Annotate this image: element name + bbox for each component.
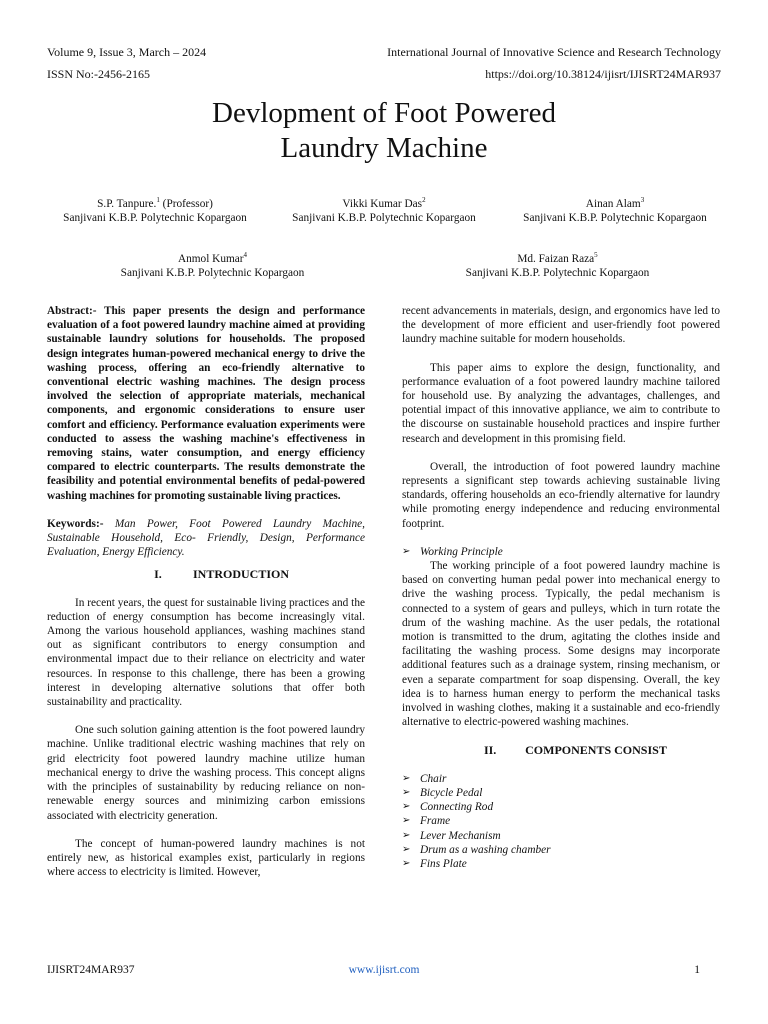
author-affiliation: Sanjivani K.B.P. Polytechnic Kopargaon: [523, 212, 707, 225]
keywords-text: Man Power, Foot Powered Laundry Machine, Sustainable Household, Eco- Friendly, Design, Performance Evaluation, Energy Efficiency.: [47, 517, 365, 559]
keywords: [47, 517, 365, 560]
issn: ISSN No:-2456-2165: [47, 67, 151, 81]
components-list: [402, 772, 720, 871]
component-label: Fins Plate: [420, 857, 467, 870]
intro-paragraph-6: Overall, the introduction of foot powered laundry machine represents a significant step towards achieving sustainable living standards, offering households an eco-friendly alternative for laundry while promoting energy independence and reducing environmental footprint.: [402, 460, 720, 530]
author-2: [268, 193, 500, 226]
abstract: Abstract:- This paper presents the design and performance evaluation of a foot powered laundry machine aimed at providing sustainable laundry solutions for households. The proposed design integrates human-powered mechanical energy to drive the washing process, offering an eco-friendly alternative to conventional electric washing machines. The design process involved the selection of appropriate materials, mechanical components, and ergonomic considerations to ensure user comfort and efficiency. Performance evaluation experiments were conducted to assess the washing machine's effectiveness in removing stains, water consumption, and energy efficiency compared to electric counterparts. The results demonstrate the feasibility and potential environmental benefits of pedal-powered washing machines for promoting sustainable living practices.: [47, 305, 365, 502]
author-sup: 3: [640, 196, 645, 204]
arrow-bullet-icon: ➢: [402, 786, 411, 798]
title-line-2: Laundry Machine: [280, 132, 488, 164]
journal-name: International Journal of Innovative Science and Research Technology: [387, 45, 721, 59]
working-principle-heading-list: [402, 545, 720, 559]
intro-paragraph-1: In recent years, the quest for sustainable living practices and the reduction of energy consumption has become increasingly vital. Among the various household appliances, washing machines stand out as significant contributors to energy consumption and environmental impact due to their reliance on electricity and water resources. In response to this challenge, there has been a growing interest in developing alternative solutions that offer both sustainability and practicality.: [47, 596, 365, 709]
arrow-bullet-icon: ➢: [402, 843, 411, 855]
author-affiliation: Sanjivani K.B.P. Polytechnic Kopargaon: [465, 267, 650, 280]
author-name: Ainan Alam: [585, 197, 641, 210]
footer-id: IJISRT24MAR937: [47, 964, 135, 976]
section-title: COMPONENTS CONSIST: [525, 743, 667, 758]
component-label: Connecting Rod: [420, 801, 494, 814]
list-item: [402, 786, 720, 800]
page-number: 1: [694, 964, 700, 976]
arrow-bullet-icon: ➢: [402, 801, 411, 813]
component-label: Chair: [420, 772, 447, 785]
author-name: Vikki Kumar Das: [342, 197, 423, 210]
author-name: Anmol Kumar: [177, 252, 244, 265]
paper-title: [0, 96, 768, 166]
component-label: Frame: [420, 815, 451, 828]
section-title: INTRODUCTION: [192, 567, 289, 582]
arrow-bullet-icon: ➢: [402, 772, 411, 784]
arrow-bullet-icon: ➢: [402, 829, 411, 841]
author-4: [95, 248, 330, 281]
section-heading-components: [402, 743, 720, 757]
intro-paragraph-2: One such solution gaining attention is the foot powered laundry machine. Unlike traditional electric washing machines that rely on grid electricity foot powered laundry machine utilize human mechanical energy to drive the washing process. This concept aligns with the principles of sustainability by reducing reliance on non-renewable energy sources and minimizing carbon emissions associated with electricity generation.: [47, 724, 365, 822]
volume-info: Volume 9, Issue 3, March – 2024: [47, 45, 207, 59]
author-1: [40, 193, 270, 226]
working-principle-label: Working Principle: [420, 545, 503, 558]
arrow-bullet-icon: ➢: [402, 815, 411, 827]
doi-link[interactable]: https://doi.org/10.38124/ijisrt/IJISRT24MAR937: [485, 67, 721, 81]
component-label: Drum as a washing chamber: [420, 843, 551, 856]
author-affiliation: Sanjivani K.B.P. Polytechnic Kopargaon: [292, 212, 476, 225]
author-name: Md. Faizan Raza: [517, 252, 595, 265]
section-number: I.: [154, 567, 162, 582]
left-column: [47, 304, 365, 879]
author-name: S.P. Tanpure.: [97, 197, 157, 210]
list-item: [402, 814, 720, 828]
author-affiliation: Sanjivani K.B.P. Polytechnic Kopargaon: [63, 212, 247, 225]
section-heading-introduction: [47, 567, 365, 581]
author-sup: 1: [156, 196, 160, 204]
working-principle-paragraph: The working principle of a foot powered laundry machine is based on converting human pedal power into mechanical energy to drive the washing process. Typically, the pedal mechanism is connected to a system of gears and pulleys, which in turn rotate the drum of the washing machine. As the user pedals, the rotational motion is transmitted to the drum, agitating the clothes inside and facilitating the washing process. Some designs may incorporate additional features such as a drainage system, rinsing mechanism, or even a separate compartment for soap dispensing. Overall, the key idea is to harness human energy to perform the mechanical tasks involved in washing clothes, making it a sustainable and eco-friendly alternative to electric-powered washing machines.: [402, 560, 720, 729]
intro-paragraph-4: recent advancements in materials, design, and ergonomics have led to the development of more efficient and user-friendly foot powered laundry machine suitable for modern households.: [402, 305, 720, 346]
arrow-bullet-icon: ➢: [402, 545, 411, 557]
component-label: Lever Mechanism: [420, 829, 501, 842]
author-sup: 5: [594, 251, 598, 259]
arrow-bullet-icon: ➢: [402, 857, 411, 869]
list-item: [402, 857, 720, 871]
list-item: [402, 772, 720, 786]
footer-site-link[interactable]: www.ijisrt.com: [348, 964, 420, 976]
keywords-label: Keywords:-: [47, 517, 104, 530]
list-item: [402, 800, 720, 814]
list-item: [402, 829, 720, 843]
author-affiliation: Sanjivani K.B.P. Polytechnic Kopargaon: [120, 267, 305, 280]
component-label: Bicycle Pedal: [420, 786, 483, 799]
intro-paragraph-5: This paper aims to explore the design, functionality, and performance evaluation of a foot powered laundry machine tailored for household use. By analyzing the advantages, challenges, and potential impact of this innovative appliance, we aim to contribute to the discourse on sustainable household practices and inspire further research and development in this promising field.: [402, 361, 720, 445]
author-sup: 4: [243, 251, 248, 259]
right-column: [402, 304, 720, 871]
title-line-1: Devlopment of Foot Powered: [212, 97, 556, 129]
author-sup: 2: [422, 196, 426, 204]
author-role: (Professor): [159, 197, 213, 210]
author-3: [500, 193, 730, 226]
intro-paragraph-3: The concept of human-powered laundry machines is not entirely new, as historical examples exist, particularly in regions where access to electricity is limited. However,: [47, 837, 365, 879]
list-item: [402, 843, 720, 857]
author-5: [440, 248, 675, 281]
working-principle-heading: [402, 545, 720, 559]
section-number: II.: [483, 743, 497, 758]
